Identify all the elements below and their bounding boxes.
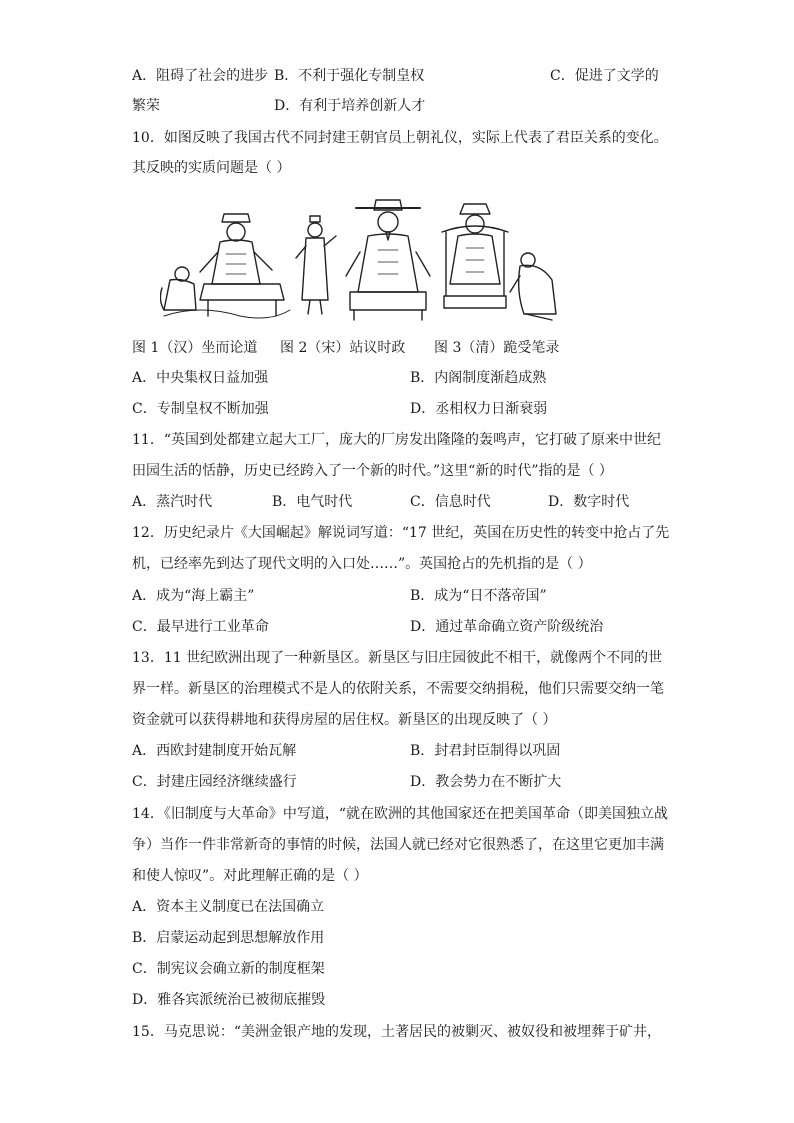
- song-official-figure: [296, 216, 336, 314]
- q10-stem-line2: 其反映的实质问题是（ ）: [132, 160, 291, 176]
- q13-stem-line2: 界一样。新垦区的治理模式不是人的依附关系，不需要交纳捐税，他们只需要交纳一笔: [132, 681, 664, 697]
- q12-stem-line1: 12．历史纪录片《大国崛起》解说词写道：“17 世纪，英国在历史性的转变中抢占了先: [132, 525, 670, 541]
- q11-option-c: C．信息时代: [410, 494, 491, 510]
- q9-option-a: A．阻碍了社会的进步: [132, 68, 269, 84]
- q10-stem-line1: 10．如图反映了我国古代不同封建王朝官员上朝礼仪，实际上代表了君臣关系的变化。: [132, 130, 668, 146]
- q12-stem-line2: 机，已经率先到达了现代文明的入口处……”。英国抢占的先机指的是（ ）: [132, 556, 592, 572]
- figure-caption-1: 图 1（汉）坐而论道: [132, 340, 258, 356]
- q15-stem-line1: 15．马克思说：“美洲金银产地的发现，土著居民的被剿灭、被奴役和被埋葬于矿井，: [132, 1024, 661, 1040]
- court-etiquette-illustration: [160, 192, 560, 328]
- han-official-figure: [160, 267, 290, 318]
- q13-option-a: A．西欧封建制度开始瓦解: [132, 743, 297, 759]
- q9-option-c: C．促进了文学的: [550, 68, 659, 84]
- q14-option-b: B．启蒙运动起到思想解放作用: [132, 930, 325, 946]
- q12-option-d: D．通过革命确立资产阶级统治: [410, 619, 604, 635]
- q12-option-c: C．最早进行工业革命: [132, 619, 269, 635]
- q10-option-c: C．专制皇权不断加强: [132, 401, 269, 417]
- q14-stem-line1: 14．《旧制度与大革命》中写道，“就在欧洲的其他国家还在把美国革命（即美国独立战: [132, 806, 668, 822]
- q14-stem-line3: 和使人惊叹”。对此理解正确的是（ ）: [132, 868, 368, 884]
- figure-caption-3: 图 3（清）跪受笔录: [434, 340, 560, 356]
- q10-option-b: B．内阁制度渐趋成熟: [410, 370, 547, 386]
- q9-option-c-continued: 繁荣: [132, 98, 160, 114]
- q11-stem-line1: 11．“英国到处都建立起大工厂，庞大的厂房发出隆隆的轰鸣声，它打破了原来中世纪: [132, 432, 661, 448]
- han-emperor-figure: [200, 214, 284, 316]
- q12-option-a: A．成为“海上霸主”: [132, 588, 255, 604]
- q14-option-a: A．资本主义制度已在法国确立: [132, 899, 325, 915]
- figure-caption-2: 图 2（宋）站议时政: [280, 340, 406, 356]
- qing-emperor-figure: [442, 204, 508, 308]
- q9-option-d: D．有利于培养创新人才: [274, 98, 426, 114]
- q10-option-a: A．中央集权日益加强: [132, 370, 269, 386]
- q13-option-d: D．教会势力在不断扩大: [410, 774, 562, 790]
- q10-option-d: D．丞相权力日渐衰弱: [410, 401, 548, 417]
- q9-option-b: B．不利于强化专制皇权: [274, 68, 425, 84]
- q13-stem-line3: 资金就可以获得耕地和获得房屋的居住权。新垦区的出现反映了（ ）: [132, 712, 557, 728]
- qing-official-figure: [510, 253, 556, 320]
- q11-option-d: D．数字时代: [548, 494, 630, 510]
- q14-option-d: D．雅各宾派统治已被彻底摧毁: [132, 992, 326, 1008]
- q13-option-c: C．封建庄园经济继续盛行: [132, 774, 297, 790]
- q11-option-a: A．蒸汽时代: [132, 494, 213, 510]
- q12-option-b: B．成为“日不落帝国”: [410, 588, 547, 604]
- song-emperor-figure: [346, 200, 430, 320]
- q13-stem-line1: 13．11 世纪欧洲出现了一种新垦区。新垦区与旧庄园彼此不相干，就像两个不同的世: [132, 650, 663, 666]
- q11-stem-line2: 田园生活的恬静，历史已经跨入了一个新的时代。”这里“新的时代”指的是（ ）: [132, 463, 613, 479]
- q11-option-b: B．电气时代: [272, 494, 353, 510]
- q14-option-c: C．制宪议会确立新的制度框架: [132, 961, 325, 977]
- q14-stem-line2: 争）当作一件非常新奇的事情的时候，法国人就已经对它很熟悉了，在这里它更加丰满: [132, 837, 664, 853]
- q13-option-b: B．封君封臣制得以巩固: [410, 743, 561, 759]
